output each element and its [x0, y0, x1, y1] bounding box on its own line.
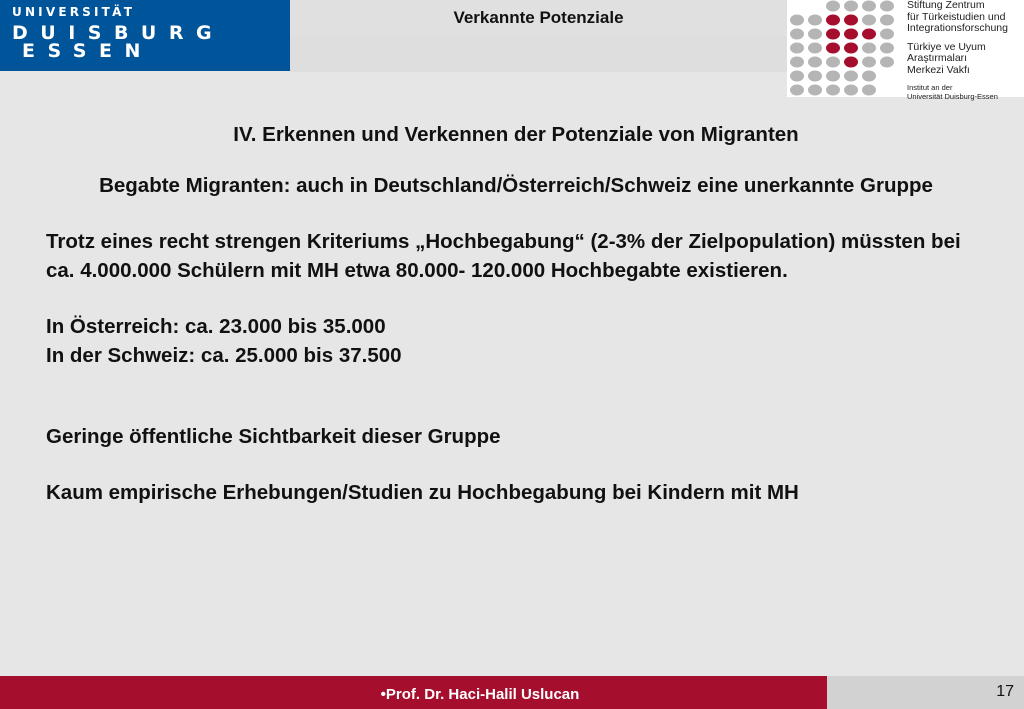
logo-dot — [844, 85, 858, 96]
dot-grid-icon — [787, 0, 907, 97]
partner-turkish-1: Türkiye ve Uyum — [907, 40, 986, 53]
logo-dot — [790, 43, 804, 54]
logo-dot — [808, 57, 822, 68]
logo-dot — [862, 57, 876, 68]
slide-heading: IV. Erkennen und Verkennen der Potenziale von Migranten — [233, 123, 799, 146]
logo-dot — [790, 85, 804, 96]
logo-dot — [880, 43, 894, 54]
partner-line-1: Stiftung Zentrum — [907, 0, 985, 11]
logo-essen: ESSEN — [22, 40, 153, 62]
logo-universitaet: UNIVERSITÄT — [12, 5, 136, 19]
logo-dot — [880, 29, 894, 40]
logo-dot — [844, 1, 858, 12]
logo-dot — [826, 85, 840, 96]
header-band — [290, 36, 787, 72]
logo-dot — [862, 1, 876, 12]
logo-dot — [844, 29, 858, 40]
logo-dot — [880, 57, 894, 68]
partner-institute-2: Universität Duisburg-Essen — [907, 92, 998, 101]
logo-dot — [826, 1, 840, 12]
paragraph-criteria: Trotz eines recht strengen Kriteriums „Hochbegabung“ (2-3% der Zielpopulation) müssten bei ca. 4.000.000 Schülern mit MH etwa 80.000- 120.000 Hochbegabte existieren. — [46, 230, 961, 282]
logo-dot — [862, 15, 876, 26]
visibility-statement: Geringe öffentliche Sichtbarkeit dieser Gruppe — [46, 425, 501, 448]
logo-dot — [862, 29, 876, 40]
logo-dot — [790, 57, 804, 68]
logo-dot — [808, 43, 822, 54]
partner-logo-text — [907, 0, 1008, 101]
partner-turkish-3: Merkezi Vakfı — [907, 63, 970, 76]
logo-dot — [880, 1, 894, 12]
logo-dot — [862, 71, 876, 82]
footer-right-panel — [827, 676, 1024, 709]
logo-dot — [844, 71, 858, 82]
partner-institute-1: Institut an der — [907, 83, 953, 92]
slide-subheading: Begabte Migranten: auch in Deutschland/Österreich/Schweiz eine unerkannte Gruppe — [99, 174, 933, 197]
austria-estimate: In Österreich: ca. 23.000 bis 35.000 — [46, 315, 386, 338]
logo-dot — [808, 29, 822, 40]
logo-dot — [826, 29, 840, 40]
logo-dot — [862, 85, 876, 96]
slide-header-title: Verkannte Potenziale — [290, 0, 787, 36]
logo-dot — [790, 29, 804, 40]
logo-dot — [826, 71, 840, 82]
logo-dot — [844, 57, 858, 68]
logo-dot — [808, 85, 822, 96]
switzerland-estimate: In der Schweiz: ca. 25.000 bis 37.500 — [46, 344, 402, 367]
logo-dot — [826, 43, 840, 54]
logo-dot — [808, 71, 822, 82]
partner-line-2: für Türkeistudien und — [907, 10, 1006, 23]
university-logo — [0, 0, 290, 71]
page-number: 17 — [996, 683, 1014, 700]
logo-dot — [844, 43, 858, 54]
logo-dot — [826, 57, 840, 68]
logo-dot — [862, 43, 876, 54]
logo-dot — [844, 15, 858, 26]
research-statement: Kaum empirische Erhebungen/Studien zu Hochbegabung bei Kindern mit MH — [46, 481, 799, 504]
partner-line-3: Integrationsforschung — [907, 22, 1008, 34]
logo-dot — [808, 15, 822, 26]
logo-dot — [790, 71, 804, 82]
logo-dot — [826, 15, 840, 26]
logo-duisburg: DUISBURG — [12, 22, 225, 44]
logo-dot — [880, 15, 894, 26]
logo-dot — [790, 15, 804, 26]
slide-content — [46, 120, 986, 507]
partner-turkish-2: Araştırmaları — [907, 52, 968, 64]
footer-author: •Prof. Dr. Haci-Halil Uslucan — [380, 686, 580, 703]
partner-logo — [787, 0, 1024, 101]
